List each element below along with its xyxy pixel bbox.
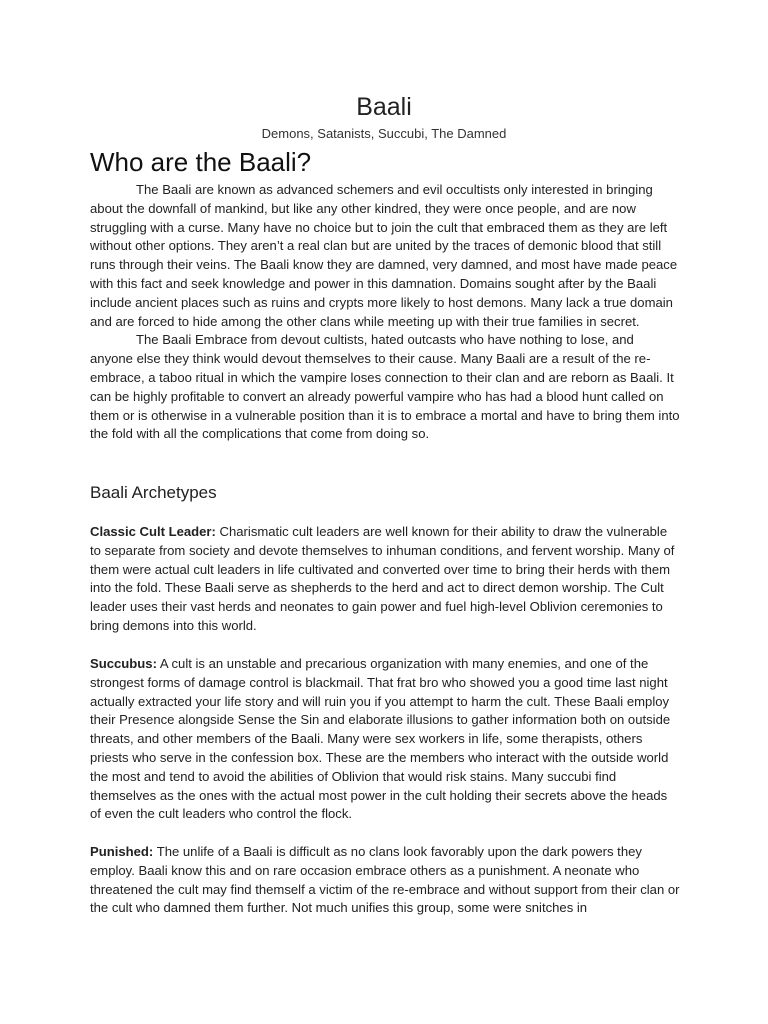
intro-section [90, 181, 680, 444]
archetype-name: Punished: [90, 844, 154, 859]
archetype-description: A cult is an unstable and precarious organization with many enemies, and one of the strongest forms of damage control is blackmail. That frat bro who showed you a good time last night actually extracted your life story and will ruin you if you attempt to harm the cult. These Baali employ their Presence alongside Sense the Sin and elaborate illusions to gather information both on outside threats, and other members of the Baali. Many were sex workers in life, some therapists, others priests who serve in the confession box. These are the members who interact with the outside world the most and tend to avoid the abilities of Oblivion that would risk stains. Many succubi find themselves as the ones with the actual most power in the cult holding their secrets above the heads of even the cult leaders who control the flock. [90, 656, 671, 822]
archetype-description: Charismatic cult leaders are well known for their ability to draw the vulnerable to separate from society and devote themselves to inhuman conditions, and fervent worship. Many of them were actual cult leaders in life cultivated and converted over time to bring their herds with them into the fold. These Baali serve as shepherds to the herd and act to direct demon worship. The Cult leader uses their vast herds and neonates to gain power and fuel high-level Oblivion ceremonies to bring demons into this world. [90, 524, 675, 633]
document-title: Baali [356, 93, 412, 121]
archetypes-heading: Baali Archetypes [90, 483, 217, 502]
document-subtitle: Demons, Satanists, Succubi, The Damned [261, 126, 507, 141]
archetype-name: Succubus: [90, 656, 157, 671]
archetype-paragraph [90, 843, 680, 918]
archetype-description: The unlife of a Baali is difficult as no clans look favorably upon the dark powers they employ. Baali know this and on rare occasion embrace others as a punishment. A neonate who threatened the cult may find themself a victim of the re-embrace and without support from their clan or the cult who damned them further. Not much unifies this group, some were snitches in [90, 844, 680, 916]
archetype-paragraph [90, 655, 680, 824]
intro-paragraph: The Baali Embrace from devout cultists, hated outcasts who have nothing to lose, and anyone else they think would devout themselves to their cause. Many Baali are a result of the re-embrace, a taboo ritual in which the vampire loses connection to their clan and are reborn as Baali. It can be highly profitable to convert an already powerful vampire who has had a blood hunt called on them or is otherwise in a vulnerable position than it is to embrace a mortal and have to bring them into the fold with all the complications that come from doing so. [90, 332, 680, 442]
intro-paragraph: The Baali are known as advanced schemers and evil occultists only interested in bringing about the downfall of mankind, but like any other kindred, they were once people, and are now struggling with a curse. Many have no choice but to join the cult that embraced them as they are left without other options. They aren’t a real clan but are united by the traces of demonic blood that still runs through their veins. The Baali know they are damned, very damned, and most have made peace with this fact and seek knowledge and power in this damnation. Domains sought after by the Baali include ancient places such as ruins and crypts more likely to host demons. Many lack a true domain and are forced to hide among the other clans while meeting up with their true families in secret. [90, 182, 678, 329]
archetype-name: Classic Cult Leader: [90, 524, 216, 539]
section-heading: Who are the Baali? [90, 147, 312, 177]
archetype-paragraph [90, 523, 680, 636]
